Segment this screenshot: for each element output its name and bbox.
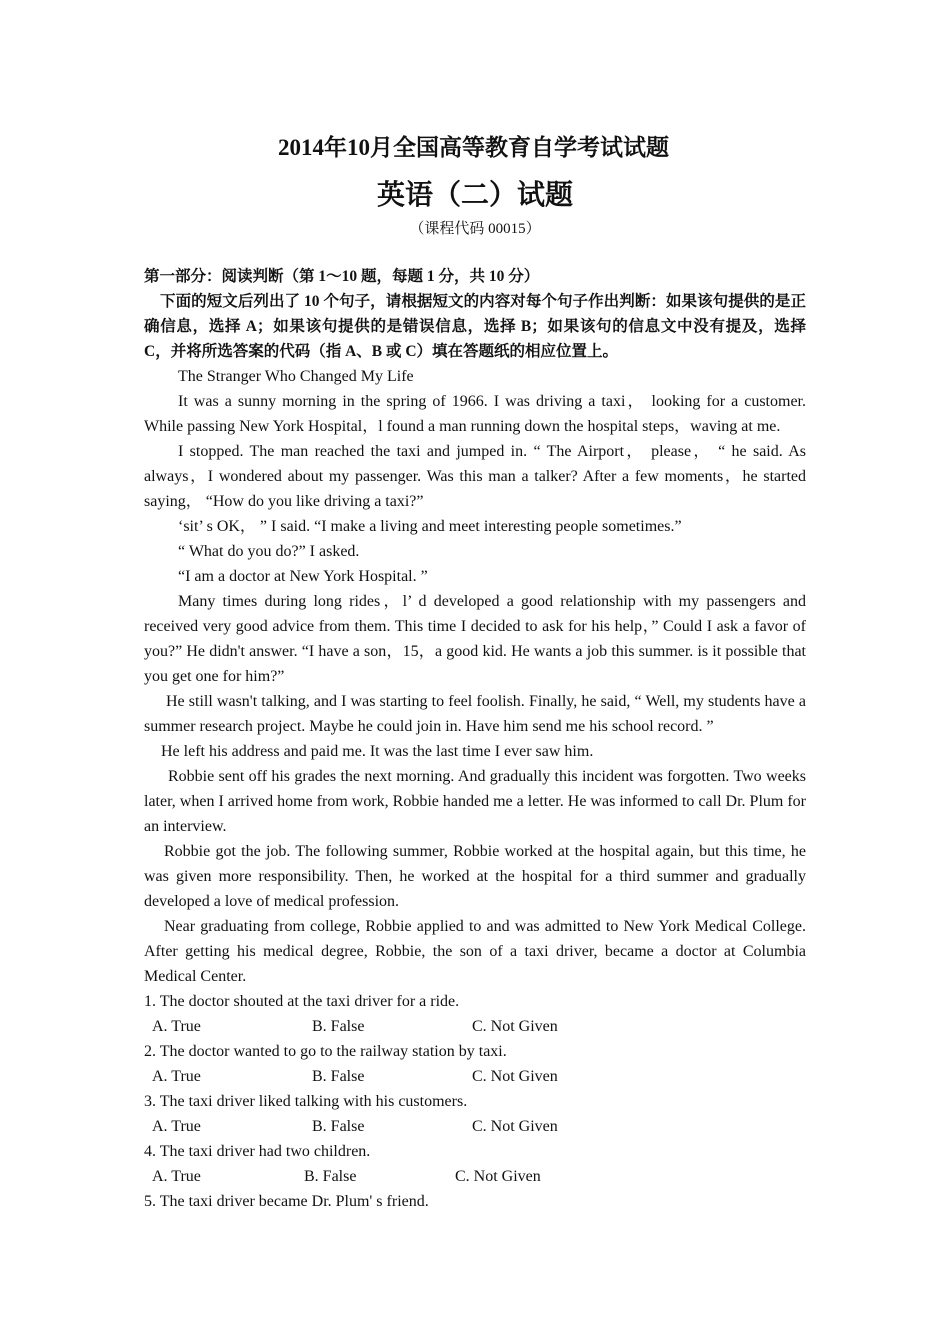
option-a[interactable]: A. True [152,1118,201,1135]
passage-paragraph: Many times during long rides，l’ d developed a good relationship with my passengers and received very good advice from them. This time I decided to ask for his help，” Could I ask a favor of you?” He didn't answer. “I have a son，15，a good kid. He wants a job this summer. is it possible that you get one for him?” [144,593,806,685]
option-c[interactable]: C. Not Given [472,1018,558,1035]
subject-title: 英语（二）试题 [376,180,573,211]
question-1: 1. The doctor shouted at the taxi driver for a ride. [144,993,460,1010]
passage-title: The Stranger Who Changed My Life [178,368,414,385]
question-2-options [144,1064,806,1089]
question-4-options [144,1164,806,1189]
question-3-options [144,1114,806,1139]
part1-heading: 第一部分：阅读判断（第 1～10 题，每题 1 分，共 10 分） [144,268,540,285]
option-b[interactable]: B. False [304,1168,357,1185]
option-b[interactable]: B. False [312,1118,365,1135]
passage-paragraph: ‘sit’ s OK， ” I said. “I make a living and meet interesting people sometimes.” [178,518,682,535]
part1-instructions: 下面的短文后列出了 10 个句子，请根据短文的内容对每个句子作出判断：如果该句提供的是正确信息，选择 A；如果该句提供的是错误信息，选择 B；如果该句的信息文中没有提及，选择 C，并将所选答案的代码（指 A、B 或 C）填在答题纸的相应位置上。 [144,293,806,360]
question-5: 5. The taxi driver became Dr. Plum' s friend. [144,1193,429,1210]
passage-paragraph: He still wasn't talking, and I was starting to feel foolish. Finally, he said, “ Well, my students have a summer research project. Maybe he could join in. Have him send me his school record. ” [144,693,806,735]
question-4: 4. The taxi driver had two children. [144,1143,371,1160]
passage-paragraph: I stopped. The man reached the taxi and jumped in. “ The Airport， please， “ he said. As always，I wondered about my passenger. Was this man a talker? After a few moments，he started saying， “How do you like driving a taxi?” [144,443,807,510]
passage-paragraph: He left his address and paid me. It was the last time I ever saw him. [161,743,594,760]
question-2: 2. The doctor wanted to go to the railway station by taxi. [144,1043,507,1060]
option-a[interactable]: A. True [152,1068,201,1085]
passage-paragraph: It was a sunny morning in the spring of 1966. I was driving a taxi， looking for a customer. While passing New York Hospital，l found a man running down the hospital steps，waving at me. [144,393,806,435]
question-3: 3. The taxi driver liked talking with his customers. [144,1093,468,1110]
passage-paragraph: Robbie sent off his grades the next morning. And gradually this incident was forgotten. Two weeks later, when I arrived home from work, Robbie handed me a letter. He was informed to call Dr. Plum for an interview. [144,768,806,835]
passage-paragraph: “ What do you do?” I asked. [178,543,360,560]
option-b[interactable]: B. False [312,1068,365,1085]
passage-paragraph: Robbie got the job. The following summer, Robbie worked at the hospital again, but this time, he was given more responsibility. Then, he worked at the hospital for a third summer and gradually developed a love of medical profession. [144,843,806,910]
option-c[interactable]: C. Not Given [472,1118,558,1135]
option-a[interactable]: A. True [152,1018,201,1035]
exam-title: 2014年10月全国高等教育自学考试试题 [278,135,669,160]
passage-paragraph: Near graduating from college, Robbie applied to and was admitted to New York Medical College. After getting his medical degree, Robbie, the son of a taxi driver, became a doctor at Columbia Medical Center. [144,918,806,985]
course-code: （课程代码 00015） [409,221,541,237]
exam-page [144,130,806,1214]
passage-paragraph: “I am a doctor at New York Hospital. ” [178,568,428,585]
option-b[interactable]: B. False [312,1018,365,1035]
option-c[interactable]: C. Not Given [455,1168,541,1185]
question-1-options [144,1014,806,1039]
option-c[interactable]: C. Not Given [472,1068,558,1085]
option-a[interactable]: A. True [152,1168,201,1185]
